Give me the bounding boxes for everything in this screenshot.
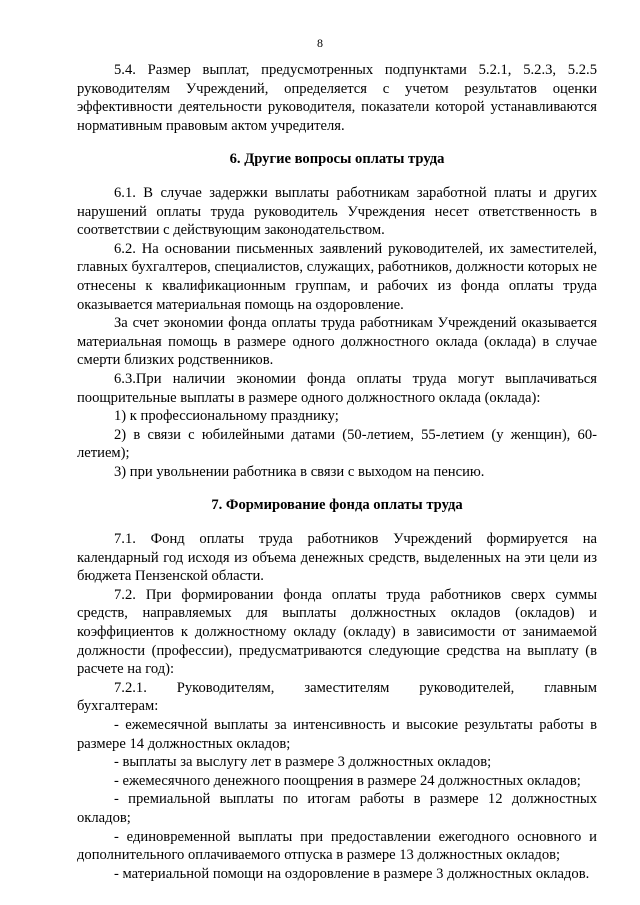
paragraph-7-2: 7.2. При формировании фонда оплаты труда работников сверх суммы средств, направляемых для выплаты должностных окладов (окладов) и коэффициентов к должностному окладу (окладу) в зависимости от занимаемой должности (профессии), предусматриваются следующие средства на выплату (в расчете на год): <box>77 586 597 678</box>
payment-list-item: - ежемесячного денежного поощрения в размере 24 должностных окладов; <box>114 772 581 789</box>
page-number: 8 <box>317 36 323 50</box>
paragraph-7-2-1-continuation: бухгалтерам: <box>77 698 159 715</box>
paragraph-7-2-1-word: руководителей, <box>419 679 515 696</box>
list-item-6-3-2: 2) в связи с юбилейными датами (50-летием, 55-летием (у женщин), 60-летием); <box>77 426 597 462</box>
paragraph-6-3: 6.3.При наличии экономии фонда оплаты труда могут выплачиваться поощрительные выплаты в размере одного должностного оклада (оклада): <box>77 370 597 406</box>
paragraph-7-2-1-word: главным <box>544 679 597 696</box>
paragraph-7-2-1-word: 7.2.1. <box>114 679 147 696</box>
paragraph-6-2: 6.2. На основании письменных заявлений руководителей, их заместителей, главных бухгалтеров, специалистов, служащих, работников, должности которых не отнесены к квалификационным группам, и рабочих из фонда оплаты труда оказывается материальная помощь на оздоровление. <box>77 240 597 313</box>
payment-list-item: - ежемесячной выплаты за интенсивность и высокие результаты работы в размере 14 должностных окладов; <box>77 717 597 752</box>
paragraph-7-2-1-line <box>77 679 597 698</box>
paragraph-5-4: 5.4. Размер выплат, предусмотренных подпунктами 5.2.1, 5.2.3, 5.2.5 руководителям Учреждений, определяется с учетом результатов оценки эффективности деятельности руководителя, показатели которой устанавливаются нормативным правовым актом учредителя. <box>77 62 597 134</box>
payment-list-item: - выплаты за выслугу лет в размере 3 должностных окладов; <box>114 754 492 771</box>
payment-list-item: - премиальной выплаты по итогам работы в размере 12 должностных окладов; <box>77 791 597 826</box>
paragraph-6-2-economy: За счет экономии фонда оплаты труда работникам Учреждений оказывается материальная помощь в размере одного должностного оклада (оклада) в случае смерти близких родственников. <box>77 315 597 369</box>
list-item-6-3-3: 3) при увольнении работника в связи с выходом на пенсию. <box>114 463 485 480</box>
paragraph-7-1: 7.1. Фонд оплаты труда работников Учреждений формируется на календарный год исходя из объема денежных средств, выделенных на эти цели из бюджета Пензенской области. <box>77 531 597 585</box>
payment-list-item: - единовременной выплаты при предоставлении ежегодного основного и дополнительного оплачиваемого отпуска в размере 13 должностных окладов; <box>77 828 597 864</box>
section-6-heading: 6. Другие вопросы оплаты труда <box>229 151 445 168</box>
paragraph-6-1: 6.1. В случае задержки выплаты работникам заработной платы и других нарушений оплаты труда руководитель Учреждения несет ответственность в соответствии с действующим законодательством. <box>77 184 597 239</box>
paragraph-7-2-1-word: Руководителям, <box>176 679 275 696</box>
list-item-6-3-1: 1) к профессиональному празднику; <box>114 408 339 425</box>
section-7-heading: 7. Формирование фонда оплаты труда <box>211 497 463 514</box>
document-body <box>77 61 597 883</box>
payment-list-item: - материальной помощи на оздоровление в размере 3 должностных окладов. <box>114 865 590 882</box>
paragraph-7-2-1-word: заместителям <box>304 679 390 696</box>
